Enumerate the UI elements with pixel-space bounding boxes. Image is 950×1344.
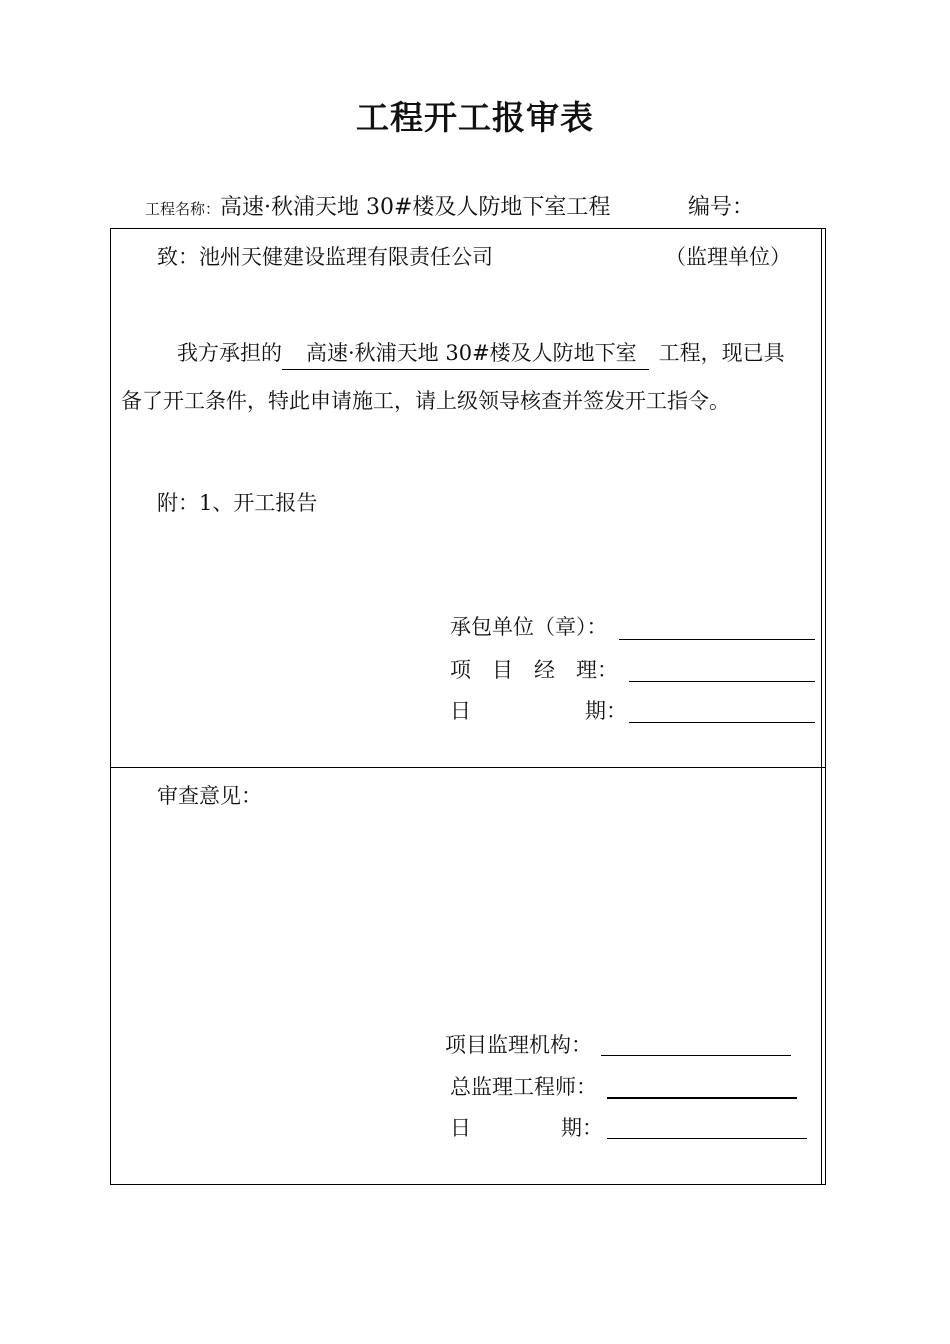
attachment: 附：1、开工报告 — [157, 491, 318, 515]
application-body-line2: 备了开工条件，特此申请施工，请上级领导核查并签发开工指令。 — [121, 389, 730, 413]
border-double-line — [821, 229, 822, 1184]
header-row — [145, 190, 755, 221]
application-body-line1 — [177, 337, 785, 370]
application-date-line — [629, 722, 815, 723]
to-company: 池州天健建设监理有限责任公司 — [199, 245, 493, 269]
supervision-org-line — [601, 1055, 791, 1056]
project-name: 高速·秋浦天地 30#楼及人防地下室工程 — [220, 195, 611, 220]
chief-engineer-line — [607, 1097, 797, 1099]
review-opinion-label: 审查意见： — [157, 784, 262, 808]
manager-signature-line — [629, 681, 815, 682]
manager-label: 项 目 经 理： — [450, 658, 618, 682]
section-divider — [111, 767, 825, 768]
review-date-line — [607, 1138, 807, 1139]
body-suffix: 工程，现已具 — [658, 341, 785, 365]
to-role: （监理单位） — [665, 245, 791, 269]
body-prefix: 我方承担的 — [177, 341, 282, 365]
review-date-label-left: 日 — [450, 1116, 471, 1140]
project-name-label: 工程名称： — [145, 200, 221, 218]
form-table — [110, 228, 826, 1185]
body-project-underlined: 高速·秋浦天地 30#楼及人防地下室 — [282, 337, 649, 370]
contractor-label: 承包单位（章）： — [450, 615, 608, 639]
application-date-label-left: 日 — [450, 699, 471, 723]
review-date-label-right: 期： — [561, 1116, 603, 1140]
addressee — [157, 241, 493, 271]
page-title: 工程开工报审表 — [356, 98, 594, 137]
to-label: 致： — [157, 245, 199, 269]
application-date-label-right: 期： — [585, 699, 627, 723]
number-label: 编号： — [688, 195, 755, 220]
contractor-signature-line — [619, 639, 815, 640]
supervision-org-label: 项目监理机构： — [445, 1033, 592, 1057]
chief-engineer-label: 总监理工程师： — [450, 1075, 597, 1099]
